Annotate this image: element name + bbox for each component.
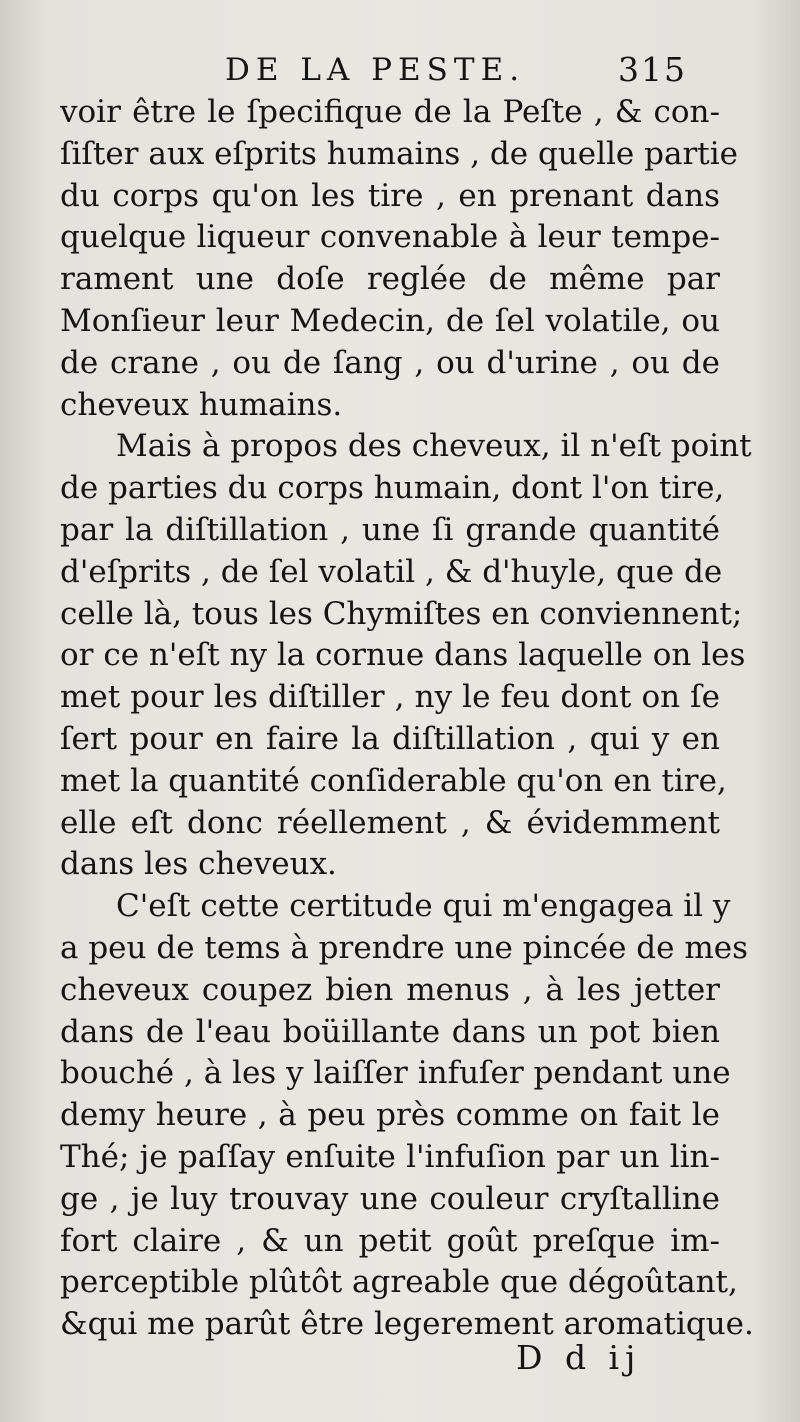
body-text: [60, 92, 754, 1346]
text-line: ſiſter aux eſprits humains , de quelle partie: [60, 135, 738, 172]
text-line: &qui me parût être legerement aromatique.: [60, 1306, 754, 1343]
text-line: cheveux coupez bien menus , à les jetter: [60, 971, 720, 1008]
text-line: celle là, tous les Chymiſtes en conviennent;: [60, 595, 743, 632]
page-number: 315: [618, 50, 687, 89]
text-line: rament une doſe reglée de même par: [60, 261, 720, 298]
text-line: par la diſtillation , une ſi grande quantité: [60, 511, 720, 548]
text-line: ge , je luy trouvay une couleur cryſtalline: [60, 1180, 720, 1217]
text-line: a peu de tems à prendre une pincée de mes: [60, 929, 748, 966]
text-line: quelque liqueur convenable à leur tempe-: [60, 219, 720, 256]
text-line: d'eſprits , de ſel volatil , & d'huyle, que de: [60, 553, 723, 590]
text-line: Monſieur leur Medecin, de ſel volatile, ou: [60, 302, 720, 339]
text-line: bouché , à les y laiſſer infuſer pendant une: [60, 1055, 731, 1092]
text-line: de crane , ou de ſang , ou d'urine , ou de: [60, 344, 720, 381]
text-line: cheveux humains.: [60, 386, 343, 423]
text-line: Mais à propos des cheveux, il n'eſt point: [116, 428, 752, 465]
text-line: or ce n'eſt ny la cornue dans laquelle on les: [60, 637, 746, 674]
text-line: perceptible plûtôt agreable que dégoûtant,: [60, 1264, 738, 1301]
text-line: dans de l'eau boüillante dans un pot bien: [60, 1013, 720, 1050]
text-line: ſert pour en faire la diſtillation , qui y en: [60, 720, 720, 757]
text-line: Thé; je paſſay enſuite l'infuſion par un lin-: [60, 1138, 720, 1175]
text-line: elle eſt donc réellement , & évidemment: [60, 804, 720, 841]
text-line: C'eſt cette certitude qui m'engagea il y: [116, 888, 731, 925]
signature-mark: D d ij: [516, 1338, 642, 1377]
text-line: met pour les diſtiller , ny le feu dont on ſe: [60, 679, 720, 716]
text-line: de parties du corps humain, dont l'on tire,: [60, 470, 725, 507]
text-line: fort claire , & un petit goût preſque im-: [60, 1222, 720, 1259]
text-line: voir être le ſpecifique de la Peſte , & con-: [60, 94, 720, 130]
running-head: [0, 48, 800, 98]
text-line: demy heure , à peu près comme on fait le: [60, 1097, 720, 1134]
text-line: met la quantité conſiderable qu'on en tire,: [60, 762, 727, 799]
running-title: DE LA PESTE.: [225, 52, 526, 88]
text-line: du corps qu'on les tire , en prenant dans: [60, 177, 720, 214]
text-line: dans les cheveux.: [60, 846, 337, 883]
